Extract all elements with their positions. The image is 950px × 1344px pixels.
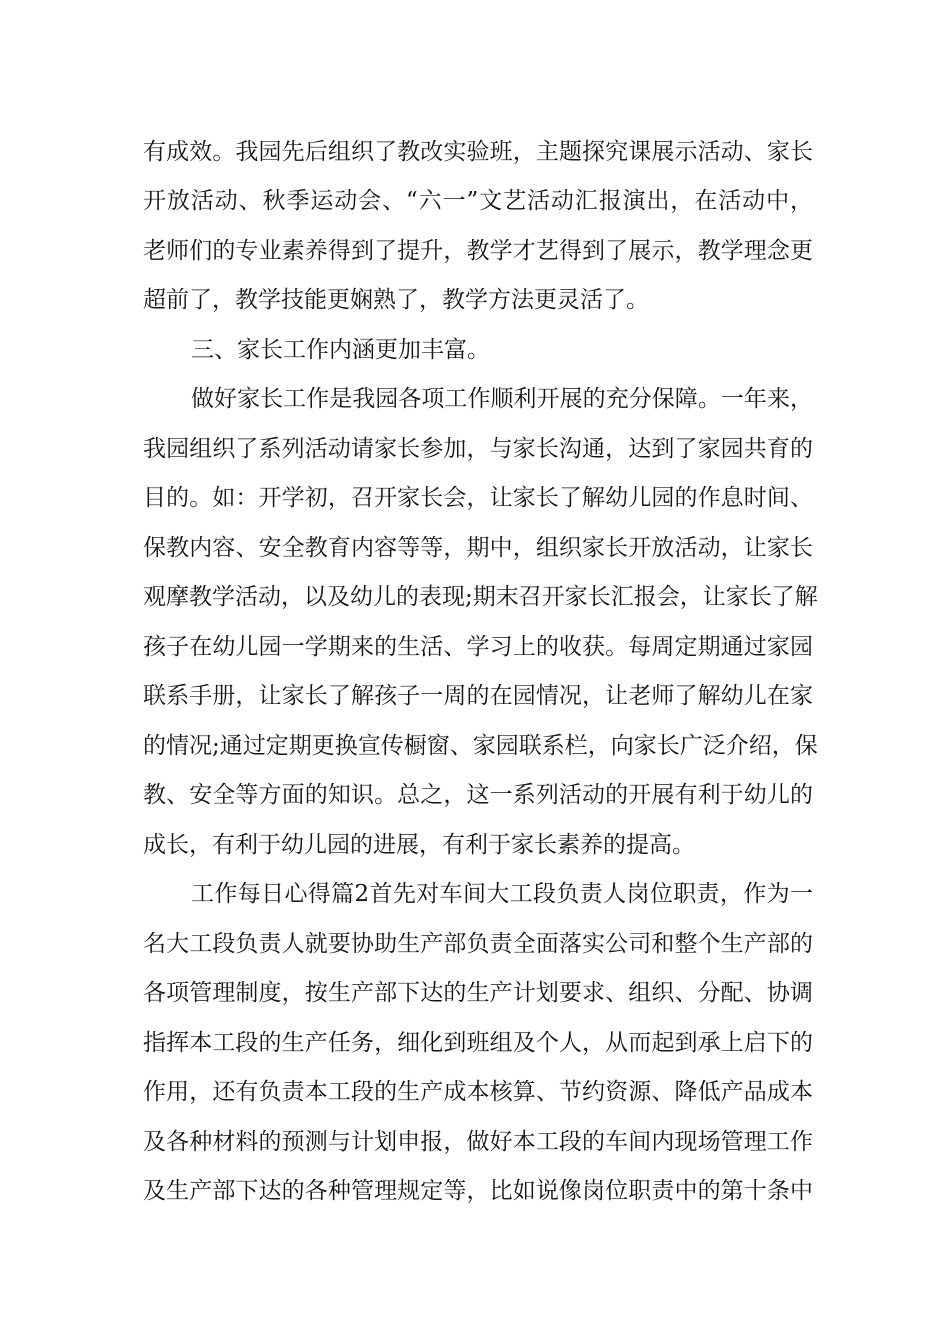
text-line: 的情况;通过定期更换宣传橱窗、家园联系栏，向家长广泛介绍，保: [143, 733, 818, 759]
text-line: 及各种材料的预测与计划申报，做好本工段的车间内现场管理工作: [143, 1129, 813, 1155]
text-line: 孩子在幼儿园一学期来的生活、学习上的收获。每周定期通过家园: [143, 634, 813, 660]
text-line: 目的。如：开学初，召开家长会，让家长了解幼儿园的作息时间、: [143, 485, 813, 511]
text-line: 超前了，教学技能更娴熟了，教学方法更灵活了。: [143, 287, 649, 313]
section-heading: 三、家长工作内涵更加丰富。: [191, 337, 490, 363]
text-line: 指挥本工段的生产任务，细化到班组及个人，从而起到承上启下的: [143, 1030, 813, 1056]
text-line: 名大工段负责人就要协助生产部负责全面落实公司和整个生产部的: [143, 931, 813, 957]
text-line: 作用，还有负责本工段的生产成本核算、节约资源、降低产品成本: [143, 1079, 813, 1105]
text-line: 工作每日心得篇2首先对车间大工段负责人岗位职责，作为一: [191, 881, 813, 907]
text-line: 教、安全等方面的知识。总之，这一系列活动的开展有利于幼儿的: [143, 782, 813, 808]
text-line: 联系手册，让家长了解孩子一周的在园情况，让老师了解幼儿在家: [143, 683, 813, 709]
text-line: 老师们的专业素养得到了提升，教学才艺得到了展示，教学理念更: [143, 238, 813, 264]
text-line: 做好家长工作是我园各项工作顺利开展的充分保障。一年来，: [191, 386, 813, 412]
text-line: 各项管理制度，按生产部下达的生产计划要求、组织、分配、协调: [143, 980, 813, 1006]
text-line: 及生产部下达的各种管理规定等，比如说像岗位职责中的第十条中: [143, 1178, 813, 1204]
text-line: 有成效。我园先后组织了教改实验班，主题探究课展示活动、家长: [143, 139, 813, 165]
text-line: 保教内容、安全教育内容等等，期中，组织家长开放活动，让家长: [143, 535, 813, 561]
text-line: 开放活动、秋季运动会、“六一”文艺活动汇报演出，在活动中，: [143, 188, 813, 214]
text-line: 观摩教学活动，以及幼儿的表现;期末召开家长汇报会，让家长了解: [143, 584, 818, 610]
text-line: 成长，有利于幼儿园的进展，有利于家长素养的提高。: [143, 832, 695, 858]
text-line: 我园组织了系列活动请家长参加，与家长沟通，达到了家园共育的: [143, 436, 813, 462]
